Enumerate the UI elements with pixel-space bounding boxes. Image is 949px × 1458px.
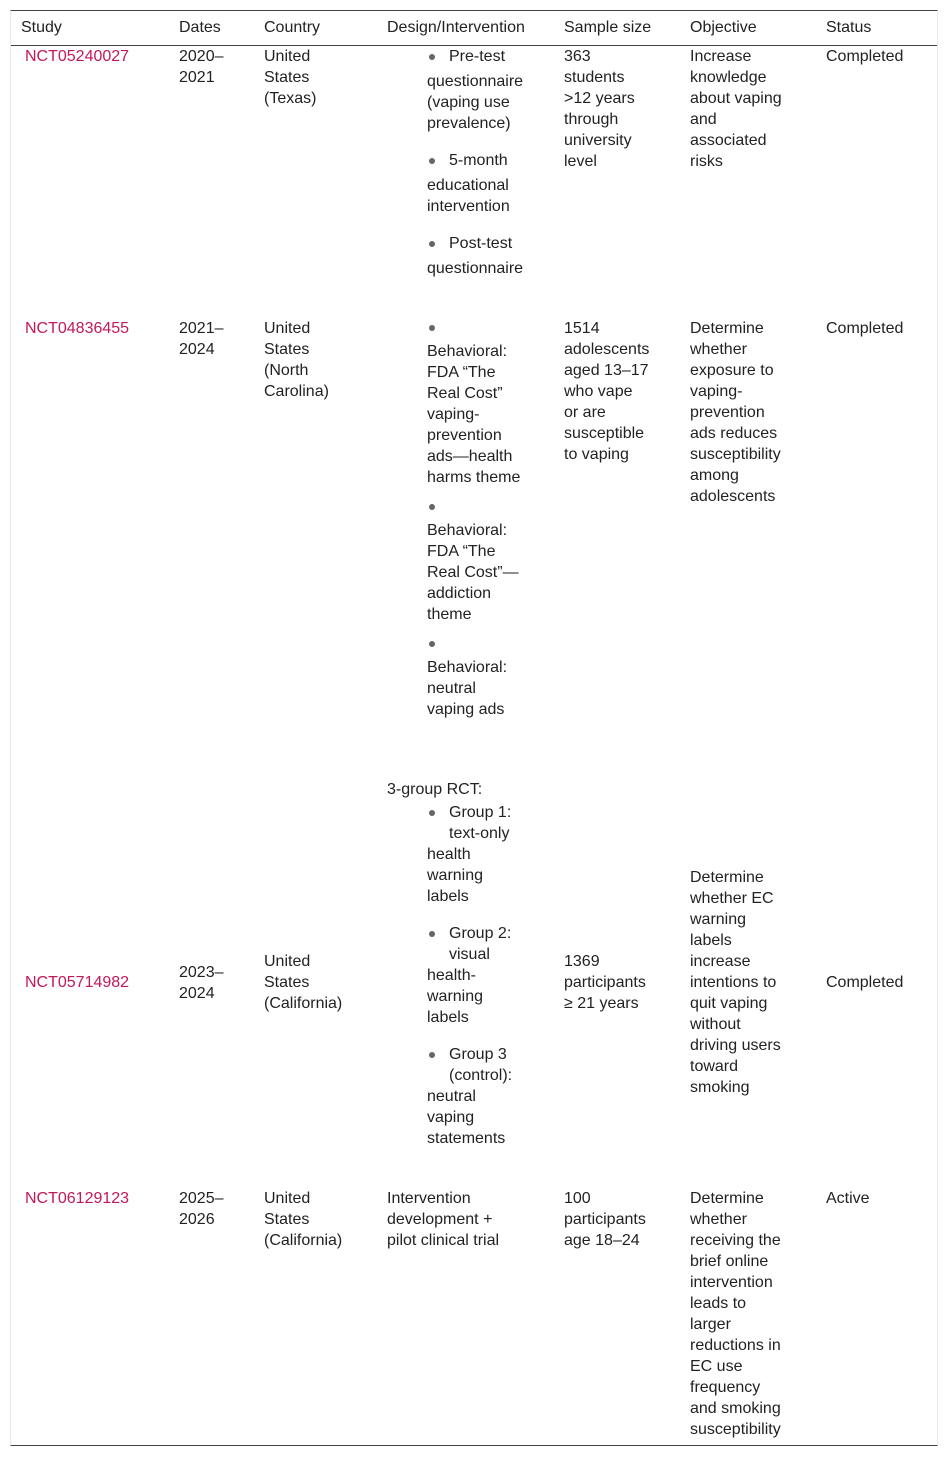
design-cell: Intervention development + pilot clinical trial — [387, 1190, 500, 1249]
objective-cell: Determine whether receiving the brief online intervention leads to larger reductions in EC use frequency and smoking susceptibility — [690, 1190, 781, 1438]
sample-cell: 1514 adolescents aged 13–17 who vape or are susceptible to vaping — [564, 320, 650, 463]
sample-cell: 1369 participants ≥ 21 years — [564, 953, 646, 1012]
study-link[interactable]: NCT05240027 — [25, 48, 130, 65]
design-list-item: Post-test questionnaire — [427, 233, 537, 279]
objective-cell: Determine whether EC warning labels increase intentions to quit vaping without driving users toward smoking — [690, 869, 781, 1096]
trials-table — [10, 10, 938, 1446]
objective-cell: Increase knowledge about vaping and associated risks — [690, 48, 782, 170]
header-study: Study — [21, 19, 62, 36]
study-link[interactable]: NCT04836455 — [25, 320, 130, 337]
bullet-icon — [429, 641, 435, 647]
dates-cell: 2023– 2024 — [179, 964, 224, 1002]
study-link[interactable]: NCT05714982 — [25, 974, 130, 991]
header-objective: Objective — [690, 19, 757, 36]
sample-cell: 100 participants age 18–24 — [564, 1190, 646, 1249]
design-list-item: Behavioral: FDA “The Real Cost” vaping- prevention ads—health harms theme — [427, 325, 537, 488]
design-cell — [387, 779, 537, 1149]
design-list-item: Behavioral: FDA “The Real Cost”— addiction theme — [427, 504, 537, 625]
design-cell — [427, 318, 537, 720]
header-status: Status — [826, 19, 872, 36]
objective-cell: Determine whether exposure to vaping- prevention ads reduces susceptibility among adolescents — [690, 320, 781, 505]
design-list-item: 5-month educational intervention — [427, 150, 537, 217]
header-sample: Sample size — [564, 19, 652, 36]
design-list-item: Group 2: visual health- warning labels — [427, 923, 537, 1028]
country-cell: United States (California) — [264, 953, 343, 1012]
status-cell: Completed — [826, 48, 904, 65]
design-list-item: Pre-test questionnaire (vaping use prevalence) — [427, 46, 537, 134]
header-dates: Dates — [179, 19, 221, 36]
country-cell: United States (Texas) — [264, 48, 317, 107]
country-cell: United States (North Carolina) — [264, 320, 329, 400]
dates-cell: 2021– 2024 — [179, 320, 224, 358]
design-intro: 3-group RCT: — [387, 781, 483, 798]
status-cell: Completed — [826, 974, 904, 991]
bullet-icon — [429, 504, 435, 510]
design-cell — [427, 46, 537, 279]
dates-cell: 2020– 2021 — [179, 48, 224, 86]
header-country: Country — [264, 19, 321, 36]
design-list-item: Group 3 (control): neutral vaping statements — [427, 1044, 537, 1149]
country-cell: United States (California) — [264, 1190, 343, 1249]
status-cell: Completed — [826, 320, 904, 337]
bullet-icon — [429, 325, 435, 331]
header-design: Design/Intervention — [387, 19, 525, 36]
design-list-item: Behavioral: neutral vaping ads — [427, 641, 537, 720]
sample-cell: 363 students >12 years through university level — [564, 48, 635, 170]
study-link[interactable]: NCT06129123 — [25, 1190, 130, 1207]
status-cell: Active — [826, 1190, 870, 1207]
design-list-item: Group 1: text-only health warning labels — [427, 802, 537, 907]
dates-cell: 2025– 2026 — [179, 1190, 224, 1228]
